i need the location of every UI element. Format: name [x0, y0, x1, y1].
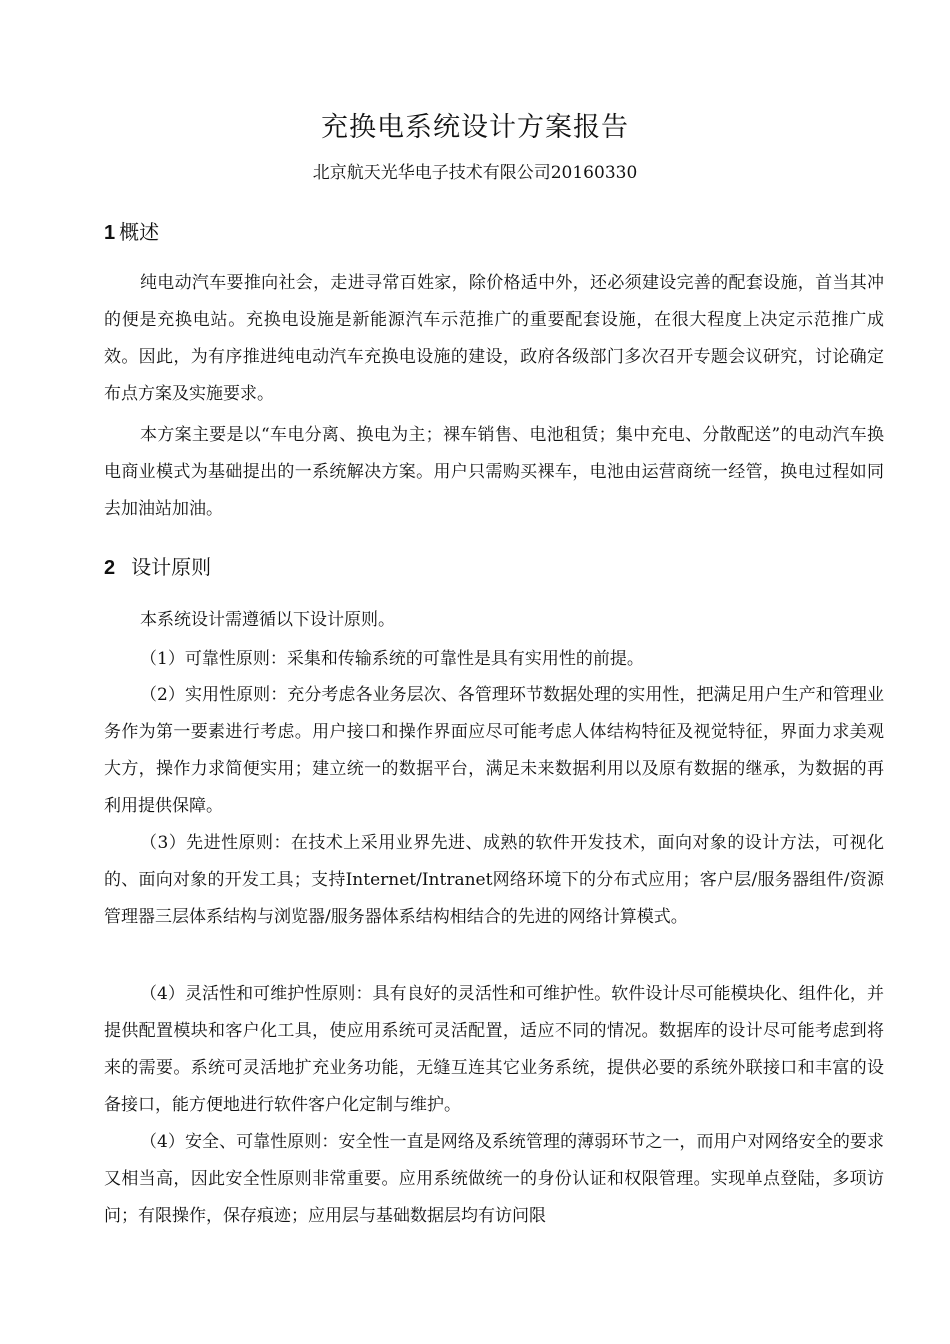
- paragraph: 纯电动汽车要推向社会，走进寻常百姓家，除价格适中外，还必须建设完善的配套设施，首当其冲的便是充换电站。充换电设施是新能源汽车示范推广的重要配套设施，在很大程度上决定示范推广成效。因此，为有序推进纯电动汽车充换电设施的建设，政府各级部门多次召开专题会议研究，讨论确定布点方案及实施要求。: [104, 273, 884, 404]
- section-title: 概述: [119, 220, 160, 244]
- section-title: 设计原则: [131, 555, 212, 579]
- document-subtitle: 北京航天光华电子技术有限公司20160330: [312, 163, 638, 183]
- section-number: 1: [104, 222, 116, 244]
- paragraph: （3）先进性原则：在技术上采用业界先进、成熟的软件开发技术，面向对象的设计方法，可视化的、面向对象的开发工具；支持Internet/Intranet网络环境下的分布式应用；客户层/服务器组件/资源管理器三层体系结构与浏览器/服务器体系结构相结合的先进的网络计算模式。: [104, 833, 884, 927]
- paragraph: （4）灵活性和可维护性原则：具有良好的灵活性和可维护性。软件设计尽可能模块化、组件化，并提供配置模块和客户化工具，使应用系统可灵活配置，适应不同的情况。数据库的设计尽可能考虑到将来的需要。系统可灵活地扩充业务功能，无缝互连其它业务系统，提供必要的系统外联接口和丰富的设备接口，能方便地进行软件客户化定制与维护。: [104, 984, 884, 1115]
- document-title: 充换电系统设计方案报告: [321, 112, 629, 143]
- paragraph: 本系统设计需遵循以下设计原则。: [140, 610, 395, 630]
- paragraph: （2）实用性原则：充分考虑各业务层次、各管理环节数据处理的实用性，把满足用户生产和管理业务作为第一要素进行考虑。用户接口和操作界面应尽可能考虑人体结构特征及视觉特征，界面力求美观大方，操作力求简便实用；建立统一的数据平台，满足未来数据利用以及原有数据的继承，为数据的再利用提供保障。: [104, 685, 884, 816]
- section-number: 2: [104, 557, 116, 579]
- paragraph: （1）可靠性原则：采集和传输系统的可靠性是具有实用性的前提。: [140, 649, 644, 669]
- paragraph: 本方案主要是以“车电分离、换电为主；裸车销售、电池租赁；集中充电、分散配送”的电动汽车换电商业模式为基础提出的一系统解决方案。用户只需购买裸车，电池由运营商统一经管，换电过程如同去加油站加油。: [104, 425, 884, 519]
- section-heading-1: [104, 218, 159, 247]
- section-heading-2: [104, 553, 211, 582]
- paragraph: （4）安全、可靠性原则：安全性一直是网络及系统管理的薄弱环节之一，而用户对网络安全的要求又相当高，因此安全性原则非常重要。应用系统做统一的身份认证和权限管理。实现单点登陆，多项访问；有限操作，保存痕迹；应用层与基础数据层均有访问限: [104, 1132, 884, 1226]
